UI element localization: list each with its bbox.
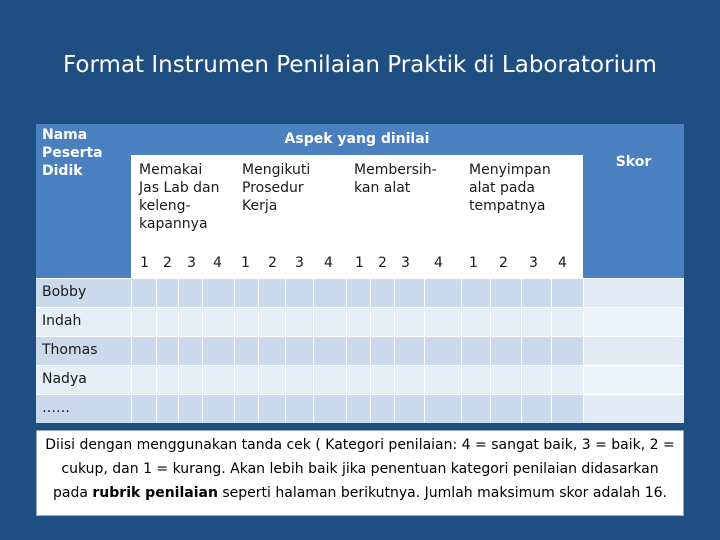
- student-name-cell: Nadya: [36, 365, 131, 394]
- score-check-cell[interactable]: [370, 307, 394, 336]
- score-check-cell[interactable]: [258, 307, 285, 336]
- scale-3: 3: [529, 255, 538, 271]
- score-check-cell[interactable]: [424, 394, 461, 423]
- slide-title: Format Instrumen Penilaian Praktik di Laboratorium: [63, 52, 657, 78]
- scale-1: 1: [140, 255, 149, 271]
- score-check-cell[interactable]: [313, 336, 346, 365]
- score-check-cell[interactable]: [551, 394, 583, 423]
- score-check-cell[interactable]: [424, 336, 461, 365]
- score-check-cell[interactable]: [202, 336, 234, 365]
- score-check-cell[interactable]: [234, 307, 258, 336]
- score-check-cell[interactable]: [551, 336, 583, 365]
- student-name-cell: Indah: [36, 307, 131, 336]
- scale-1: 1: [469, 255, 478, 271]
- score-check-cell[interactable]: [490, 307, 521, 336]
- score-check-cell[interactable]: [178, 336, 202, 365]
- score-check-cell[interactable]: [258, 336, 285, 365]
- score-check-cell[interactable]: [394, 336, 424, 365]
- score-check-cell[interactable]: [346, 278, 370, 307]
- scale-3: 3: [295, 255, 304, 271]
- score-check-cell[interactable]: [521, 365, 551, 394]
- score-check-cell[interactable]: [424, 278, 461, 307]
- score-check-cell[interactable]: [234, 394, 258, 423]
- aspect-header-prosedur-label: Mengikuti Prosedur Kerja: [242, 162, 311, 214]
- score-check-cell[interactable]: [490, 336, 521, 365]
- scale-4: 4: [324, 255, 333, 271]
- score-check-cell[interactable]: [346, 365, 370, 394]
- score-check-cell[interactable]: [234, 278, 258, 307]
- scale-3: 3: [187, 255, 196, 271]
- score-header-label: Skor: [615, 154, 652, 170]
- score-check-cell[interactable]: [285, 394, 313, 423]
- score-check-cell[interactable]: [490, 365, 521, 394]
- score-check-cell[interactable]: [285, 336, 313, 365]
- score-check-cell[interactable]: [394, 307, 424, 336]
- note-text-3: seperti halaman berikutnya. Jumlah maksimum skor adalah 16.: [222, 485, 667, 501]
- score-check-cell[interactable]: [258, 394, 285, 423]
- score-check-cell[interactable]: [490, 278, 521, 307]
- score-check-cell[interactable]: [285, 278, 313, 307]
- total-score-cell[interactable]: [583, 394, 684, 423]
- scale-2: 2: [163, 255, 172, 271]
- score-check-cell[interactable]: [461, 307, 490, 336]
- score-check-cell[interactable]: [156, 278, 178, 307]
- score-check-cell[interactable]: [131, 394, 156, 423]
- score-check-cell[interactable]: [521, 336, 551, 365]
- score-check-cell[interactable]: [394, 394, 424, 423]
- score-check-cell[interactable]: [370, 365, 394, 394]
- score-check-cell[interactable]: [258, 365, 285, 394]
- scale-1: 1: [241, 255, 250, 271]
- score-check-cell[interactable]: [234, 336, 258, 365]
- student-name-cell: ……: [36, 394, 131, 423]
- aspect-header-prosedur: [234, 155, 346, 248]
- aspect-header-membersihkan-label: Membersih-kan alat: [354, 162, 437, 196]
- total-score-cell[interactable]: [583, 336, 684, 365]
- score-check-cell[interactable]: [202, 307, 234, 336]
- score-check-cell[interactable]: [521, 278, 551, 307]
- note-bold-text: rubrik penilaian: [92, 485, 218, 501]
- note-text-2: Kategori penilaian: 4 = sangat baik, 3 = baik, 2 = cukup, dan 1 = kurang. Akan lebih baik jika penentuan kategori penilaian didasarkan pada: [53, 437, 675, 501]
- aspect-header-jas-lab-label: Memakai Jas Lab dan keleng-kapannya: [139, 162, 220, 232]
- scale-2: 2: [499, 255, 508, 271]
- aspect-header-jas-lab: [131, 155, 234, 248]
- total-score-cell[interactable]: [583, 278, 684, 307]
- score-check-cell[interactable]: [131, 307, 156, 336]
- note-text-1: Diisi dengan menggunakan tanda cek (: [45, 437, 321, 453]
- scale-2: 2: [378, 255, 387, 271]
- student-name-cell: Bobby: [36, 278, 131, 307]
- total-score-cell[interactable]: [583, 307, 684, 336]
- score-check-cell[interactable]: [178, 394, 202, 423]
- score-check-cell[interactable]: [461, 336, 490, 365]
- score-check-cell[interactable]: [131, 278, 156, 307]
- score-check-cell[interactable]: [521, 394, 551, 423]
- score-check-cell[interactable]: [202, 365, 234, 394]
- score-check-cell[interactable]: [313, 365, 346, 394]
- score-check-cell[interactable]: [551, 365, 583, 394]
- score-header: [583, 124, 684, 278]
- scale-2: 2: [268, 255, 277, 271]
- score-check-cell[interactable]: [370, 278, 394, 307]
- aspect-header-membersihkan: [346, 155, 461, 248]
- score-check-cell[interactable]: [346, 394, 370, 423]
- score-check-cell[interactable]: [551, 278, 583, 307]
- student-name-cell: Thomas: [36, 336, 131, 365]
- score-check-cell[interactable]: [156, 336, 178, 365]
- score-check-cell[interactable]: [156, 307, 178, 336]
- score-check-cell[interactable]: [313, 307, 346, 336]
- score-check-cell[interactable]: [258, 278, 285, 307]
- scale-1: 1: [355, 255, 364, 271]
- score-check-cell[interactable]: [313, 394, 346, 423]
- name-column-header: [36, 124, 131, 278]
- score-check-cell[interactable]: [285, 307, 313, 336]
- total-score-cell[interactable]: [583, 365, 684, 394]
- score-check-cell[interactable]: [424, 365, 461, 394]
- score-check-cell[interactable]: [285, 365, 313, 394]
- aspect-header-menyimpan: [461, 155, 583, 248]
- aspect-header-label: Aspek yang dinilai: [284, 131, 430, 147]
- score-check-cell[interactable]: [131, 365, 156, 394]
- score-check-cell[interactable]: [178, 307, 202, 336]
- scale-3: 3: [401, 255, 410, 271]
- score-check-cell[interactable]: [551, 307, 583, 336]
- score-check-cell[interactable]: [521, 307, 551, 336]
- score-check-cell[interactable]: [461, 394, 490, 423]
- score-check-cell[interactable]: [156, 365, 178, 394]
- score-check-cell[interactable]: [234, 365, 258, 394]
- scale-4: 4: [213, 255, 222, 271]
- score-check-cell[interactable]: [394, 278, 424, 307]
- score-check-cell[interactable]: [346, 307, 370, 336]
- score-check-cell[interactable]: [178, 365, 202, 394]
- score-check-cell[interactable]: [424, 307, 461, 336]
- scale-4: 4: [434, 255, 443, 271]
- scale-4: 4: [558, 255, 567, 271]
- score-check-cell[interactable]: [313, 278, 346, 307]
- name-column-header-label: Nama Peserta Didik: [42, 127, 103, 179]
- score-check-cell[interactable]: [202, 394, 234, 423]
- aspect-header-menyimpan-label: Menyimpan alat pada tempatnya: [469, 162, 551, 214]
- score-check-cell[interactable]: [131, 336, 156, 365]
- score-check-cell[interactable]: [370, 336, 394, 365]
- score-check-cell[interactable]: [346, 336, 370, 365]
- score-check-cell[interactable]: [461, 278, 490, 307]
- aspect-header: [131, 124, 583, 155]
- score-check-cell[interactable]: [370, 394, 394, 423]
- score-check-cell[interactable]: [178, 278, 202, 307]
- score-check-cell[interactable]: [461, 365, 490, 394]
- score-check-cell[interactable]: [490, 394, 521, 423]
- score-check-cell[interactable]: [156, 394, 178, 423]
- score-check-cell[interactable]: [202, 278, 234, 307]
- score-check-cell[interactable]: [394, 365, 424, 394]
- instruction-note: [36, 430, 684, 516]
